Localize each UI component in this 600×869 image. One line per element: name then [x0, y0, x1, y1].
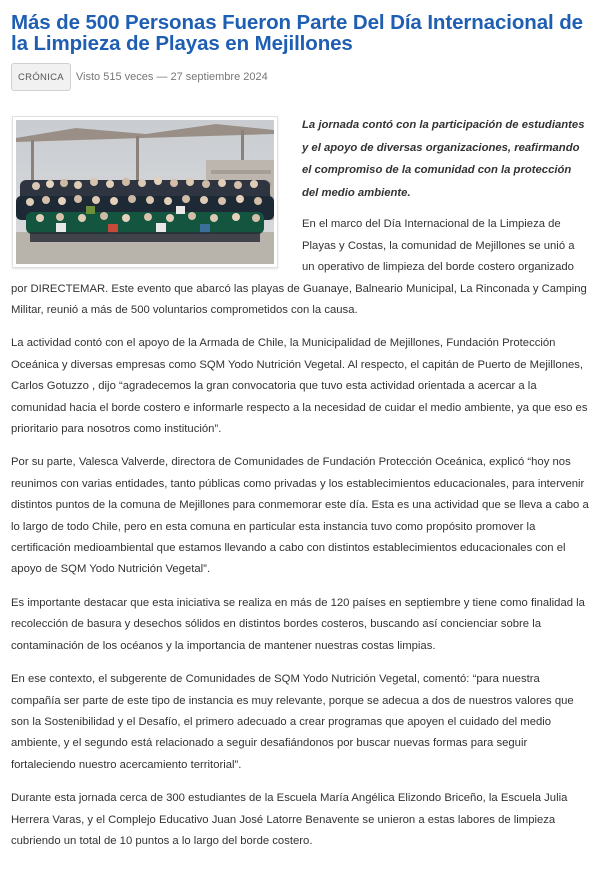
- paragraph: Es importante destacar que esta iniciativa se realiza en más de 120 países en septiembre y tiene como finalidad la recolección de basura y desechos sólidos en distintos bordes costeros, buscando así concienciar sobre la contaminación de los océanos y la importancia de mantener nuestras costas limpias.: [11, 596, 585, 652]
- meta-row: [11, 63, 590, 91]
- group-photo-image: [16, 120, 274, 264]
- article-lead: La jornada contó con la participación de estudiantes y el apoyo de diversas organizaciones, reafirmando el compromiso de la comunidad con la protección del medio ambiente.: [302, 119, 585, 199]
- paragraph: La actividad contó con el apoyo de la Armada de Chile, la Municipalidad de Mejillones, Fundación Protección Oceánica y diversas empresas como SQM Yodo Nutrición Vegetal. Al respecto, el capitán de Puerto de Mejillones, Carlos Gotuzzo , dijo “agradecemos la gran convocatoria que tuvo esta actividad orientada a acercar a la comunidad hacia el borde costero e informarle respecto a la necesidad de cuidar el medio ambiente, ya que eso es prioritario para nosotros como institución”.: [11, 337, 588, 436]
- paragraph: Durante esta jornada cerca de 300 estudiantes de la Escuela María Angélica Elizondo Briceño, la Escuela Julia Herrera Varas, y el Complejo Educativo Juan José Latorre Benavente se unieron a estas labores de limpieza cubriendo un total de 10 puntos a lo largo del borde costero.: [11, 792, 568, 847]
- article-photo[interactable]: [12, 116, 278, 268]
- article-meta: Visto 515 veces — 27 septiembre 2024: [75, 71, 268, 83]
- article-title[interactable]: Más de 500 Personas Fueron Parte Del Día Internacional de la Limpieza de Playas en Mejillones: [11, 11, 583, 55]
- paragraph: En el marco del Día Internacional de la Limpieza de Playas y Costas, la comunidad de Mejillones se unió a un operativo de limpieza del borde costero organizado por DIRECTEMAR. Este evento que abarcó las playas de Guanaye, Balneario Municipal, La Rinconada y Camping Militar, reunió a más de 500 voluntarios comprometidos con la causa.: [11, 218, 587, 316]
- paragraph: Por su parte, Valesca Valverde, directora de Comunidades de Fundación Protección Oceánica, explicó “hoy nos reunimos con varias entidades, tanto públicas como privadas y los establecimientos educacionales, para intervenir distintos puntos de la comuna de Mejillones para conmemorar este día. Esta es una actividad que se lleva a cabo a lo largo de todo Chile, pero en esta comuna en particular esta instancia tuvo como propósito promover la certificación medioambiental que estamos llevando a cabo con distintos establecimientos educacionales con el apoyo de SQM Yodo Nutrición Vegetal”.: [11, 456, 589, 576]
- paragraph: En ese contexto, el subgerente de Comunidades de SQM Yodo Nutrición Vegetal, comentó: “para nuestra compañía ser parte de este tipo de instancia es muy relevante, porque se adecua a dos de nuestros valores que son la Sostenibilidad y el Desafío, el primero adecuado a crear programas que apoyen el cuidado del medio ambiente, y el segundo está relacionado a seguir desafiándonos por buscar nuevas formas para seguir fortaleciendo nuestro acercamiento territorial”.: [11, 673, 574, 771]
- category-badge[interactable]: CRÓNICA: [11, 63, 71, 91]
- article-body: [11, 114, 590, 852]
